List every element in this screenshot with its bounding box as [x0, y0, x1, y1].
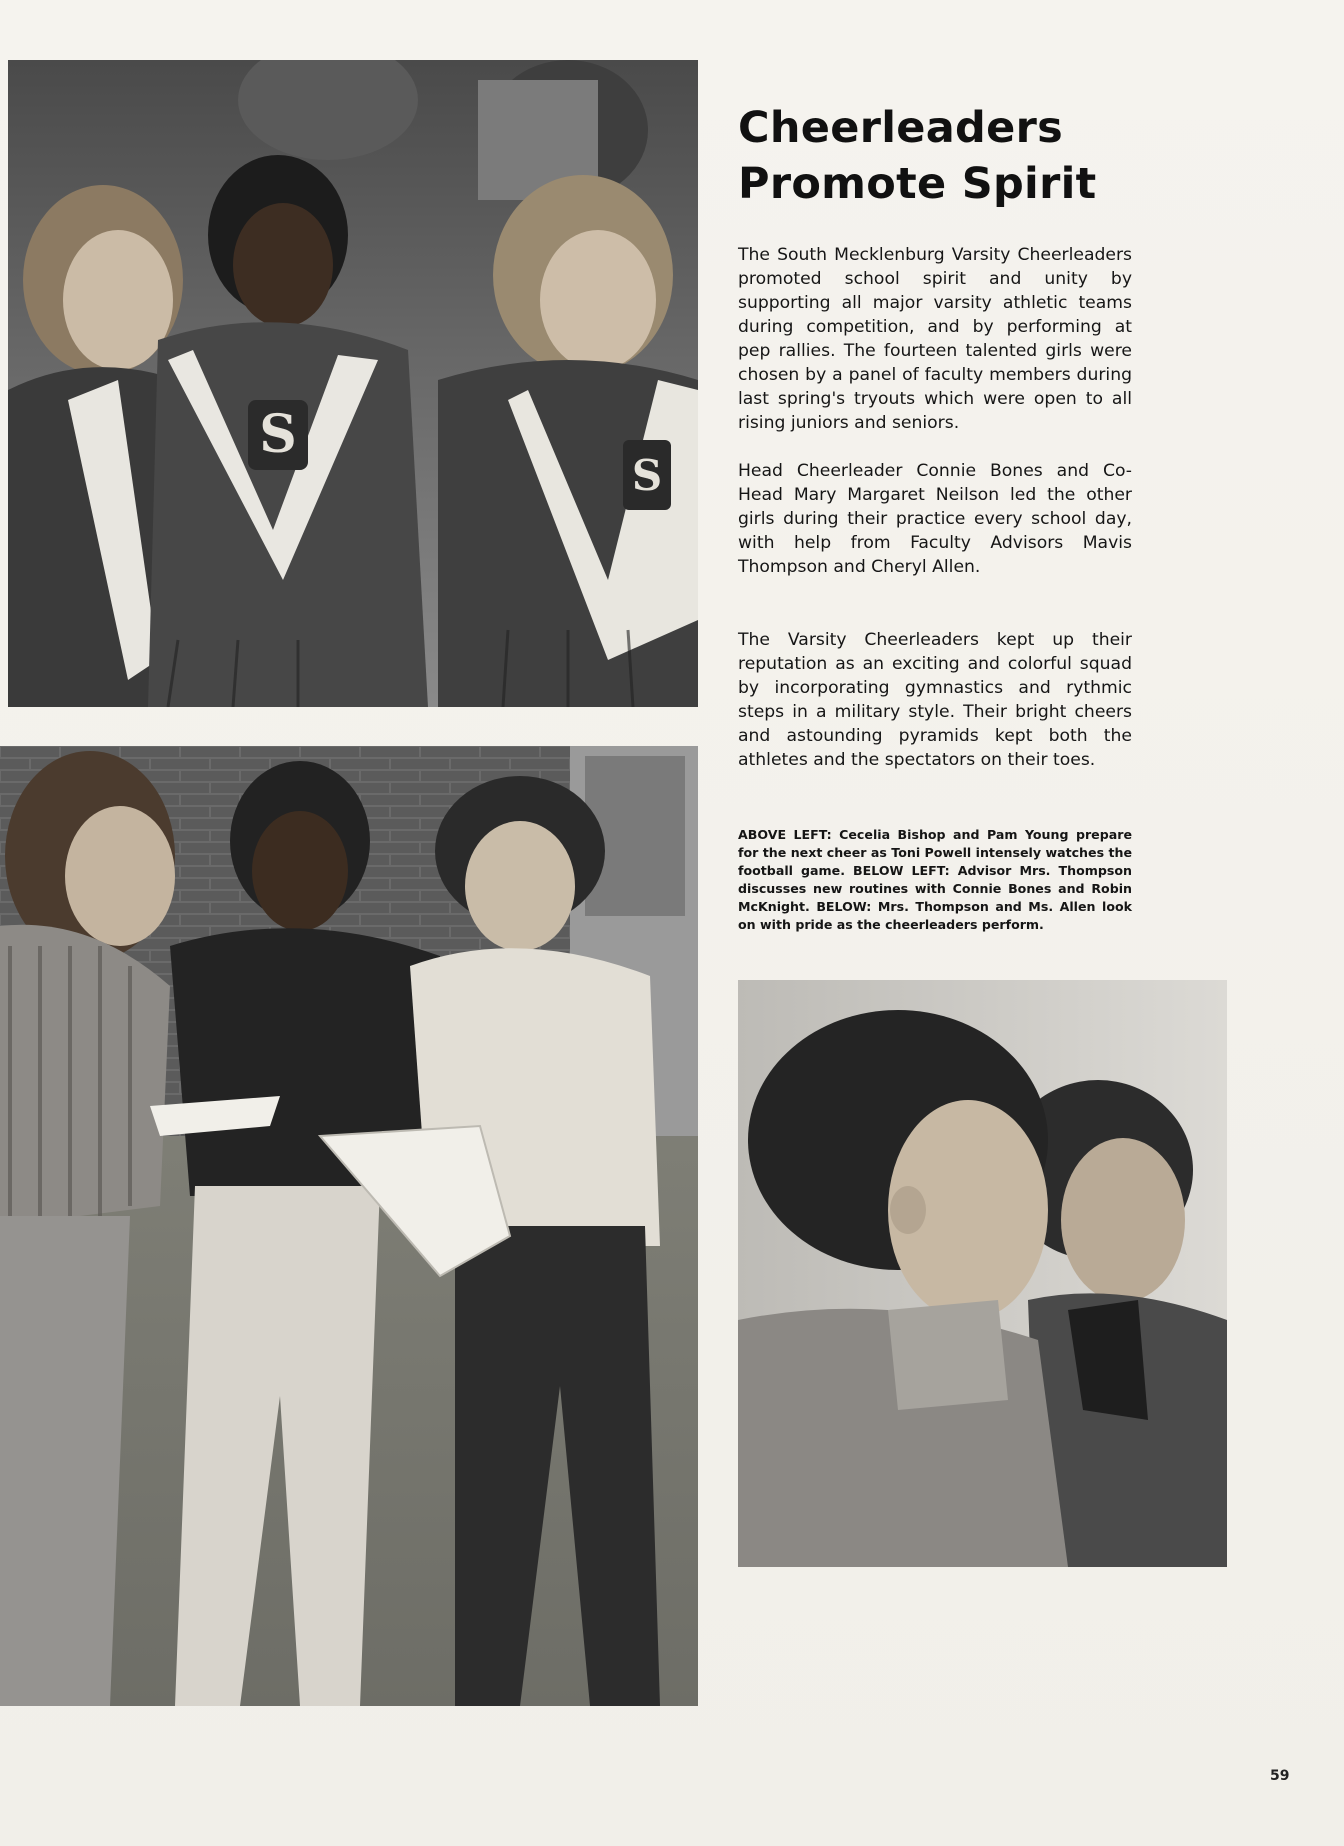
- headline-line-2: Promote Spirit: [738, 159, 1097, 209]
- body-paragraph-1: The South Mecklenburg Varsity Cheerleaders promoted school spirit and unity by supporting all major varsity athletic teams during competition, and by performing at pep rallies. The fourteen talented girls were chosen by a panel of faculty members during last spring's tryouts which were open to all rising juniors and seniors.: [738, 245, 1132, 433]
- headline-line-1: Cheerleaders: [738, 103, 1063, 153]
- photo-advisors-watching: [738, 980, 1227, 1567]
- sweater-letter: S: [259, 404, 297, 465]
- photo-advisors-watching-image: [738, 980, 1227, 1567]
- photo-cheerleaders-image: [8, 60, 698, 707]
- photo-caption: ABOVE LEFT: Cecelia Bishop and Pam Young prepare for the next cheer as Toni Powell intensely watches the football game. BELOW LEFT: Advisor Mrs. Thompson discusses new routines with Connie Bones and Robin McKnight. BELOW: Mrs. Thompson and Ms. Allen look on with pride as the cheerleaders perform.: [738, 827, 1132, 932]
- sweater-letter: S: [631, 451, 663, 500]
- body-paragraph-2: Head Cheerleader Connie Bones and Co-Head Mary Margaret Neilson led the other girls during their practice every school day, with help from Faculty Advisors Mavis Thompson and Cheryl Allen.: [738, 461, 1132, 577]
- article-headline: [738, 100, 1178, 212]
- body-paragraph-3: The Varsity Cheerleaders kept up their reputation as an exciting and colorful squad by incorporating gymnastics and rythmic steps in a military style. Their bright cheers and astounding pyramids kept both the athletes and the spectators on their toes.: [738, 630, 1132, 770]
- photo-advisor-routines-image: [0, 746, 698, 1706]
- page-number: 59: [1270, 1768, 1290, 1784]
- photo-cheerleaders: [8, 60, 698, 707]
- photo-advisor-routines: [0, 746, 698, 1706]
